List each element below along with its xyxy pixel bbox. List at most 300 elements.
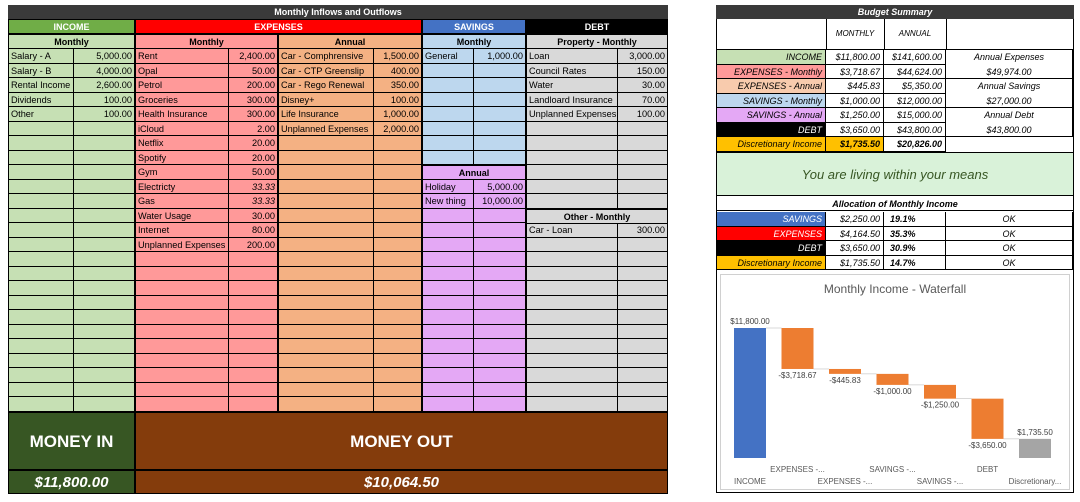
waterfall-bar [972,399,1004,439]
cell [8,296,74,311]
allocation-row-status: OK [946,241,1073,256]
data-label: -$1,000.00 [873,386,912,396]
exp-monthly-value: 50.00 [229,64,278,79]
cell [8,281,74,296]
divider [826,19,827,50]
cell [135,252,229,267]
cell [8,354,74,369]
cell [229,252,278,267]
savings-annual-subheader: Annual [422,165,526,180]
cell [8,397,74,412]
cell [74,165,135,180]
income-monthly-subheader: Monthly [8,34,135,49]
income-label: Salary - B [8,64,74,79]
cell [474,122,526,137]
data-label: -$445.83 [829,375,861,385]
cell [618,238,668,253]
divider [946,19,947,50]
exp-annual-label: Life Insurance [278,107,374,122]
cell [374,368,422,383]
cell [74,339,135,354]
cell [422,339,474,354]
exp-annual-value: 100.00 [374,93,422,108]
savings-monthly-subheader: Monthly [422,34,526,49]
cell [229,267,278,282]
cell [8,151,74,166]
cell [278,194,374,209]
income-value: 2,600.00 [74,78,135,93]
divider [884,19,885,50]
cell [8,368,74,383]
cell [229,368,278,383]
cell [8,267,74,282]
cell [278,383,374,398]
summary-row-annual: $12,000.00 [884,94,946,109]
allocation-title-text: Allocation of Monthly Income [832,199,958,209]
exp-monthly-label: Spotify [135,151,229,166]
exp-annual-label: Disney+ [278,93,374,108]
cell [278,180,374,195]
budget-summary-title [716,5,1074,19]
cell [374,165,422,180]
cell [374,209,422,224]
cell [618,180,668,195]
status-banner [717,152,1073,196]
summary-row-label: Discretionary Income [717,137,826,152]
income-label: Salary - A [8,49,74,64]
cell [74,223,135,238]
exp-annual-label: Unplanned Expenses [278,122,374,137]
cell [229,354,278,369]
cell [74,296,135,311]
cell [474,78,526,93]
debt-value: 70.00 [618,93,668,108]
waterfall-chart [720,274,1070,490]
cell [8,136,74,151]
cell [278,397,374,412]
cell [474,383,526,398]
exp-monthly-label: Petrol [135,78,229,93]
sheet-title-text: Monthly Inflows and Outflows [274,7,402,17]
exp-annual-label: Car - Comphrensive [278,49,374,64]
exp-monthly-label: iCloud [135,122,229,137]
cell [474,339,526,354]
exp-monthly-label: Gas [135,194,229,209]
budget-summary-title-text: Budget Summary [857,7,933,17]
exp-monthly-label: Netflix [135,136,229,151]
cell [422,383,474,398]
exp-monthly-label: Water Usage [135,209,229,224]
cell [422,267,474,282]
cell [8,339,74,354]
cell [278,354,374,369]
exp-monthly-value: 2,400.00 [229,49,278,64]
allocation-row-pct: 19.1% [884,212,946,227]
cell [278,238,374,253]
exp-monthly-value: 33.33 [229,180,278,195]
expenses-monthly-subheader: Monthly [135,34,278,49]
allocation-row-status: OK [946,256,1073,271]
cell [74,238,135,253]
cell [422,397,474,412]
debt-header: DEBT [526,19,668,34]
cell [474,252,526,267]
income-value: 5,000.00 [74,49,135,64]
waterfall-bar [829,369,861,374]
cell [374,354,422,369]
allocation-row-pct: 30.9% [884,241,946,256]
exp-monthly-label: Groceries [135,93,229,108]
cell [229,296,278,311]
cell [374,325,422,340]
summary-row-monthly: $3,718.67 [826,65,884,80]
allocation-row-value: $1,735.50 [826,256,884,271]
exp-monthly-value: 300.00 [229,107,278,122]
summary-side-value: $43,800.00 [946,123,1073,138]
cell [278,209,374,224]
exp-monthly-value: 80.00 [229,223,278,238]
exp-annual-value: 2,000.00 [374,122,422,137]
cell [374,310,422,325]
cell [135,296,229,311]
cell [526,194,618,209]
exp-monthly-value: 2.00 [229,122,278,137]
data-label: -$3,650.00 [968,440,1007,450]
income-value: 4,000.00 [74,64,135,79]
cell [526,122,618,137]
data-label: -$3,718.67 [778,370,817,380]
cell [474,93,526,108]
cell [526,252,618,267]
cell [278,296,374,311]
summary-row-annual: $43,800.00 [884,123,946,138]
cell [618,310,668,325]
cell [526,165,618,180]
waterfall-bar [1019,439,1051,458]
cell [374,252,422,267]
summary-row-label: EXPENSES - Monthly [717,65,826,80]
cell [374,151,422,166]
cell [474,136,526,151]
debt-other-subheader: Other - Monthly [526,209,668,224]
exp-monthly-label: Rent [135,49,229,64]
cell [74,252,135,267]
cell [618,339,668,354]
savings-value: 1,000.00 [474,49,526,64]
cell [474,296,526,311]
summary-col-monthly: MONTHLY [835,29,875,38]
cell [474,107,526,122]
cell [278,267,374,282]
cell [8,252,74,267]
allocation-row-value: $4,164.50 [826,227,884,242]
cell [474,325,526,340]
cell [422,296,474,311]
cell [278,165,374,180]
divider [717,49,1073,50]
cell [618,136,668,151]
money-in-value: $11,800.00 [34,474,109,491]
cell [278,325,374,340]
cell [474,397,526,412]
debt-label: Water [526,78,618,93]
exp-annual-value: 1,500.00 [374,49,422,64]
cell [422,78,474,93]
debt-label: Council Rates [526,64,618,79]
cell [229,325,278,340]
summary-side-label: Annual Debt [946,108,1073,123]
allocation-title [717,197,1073,211]
summary-col-annual: ANNUAL [898,29,932,38]
allocation-row-label: DEBT [717,241,826,256]
exp-monthly-value: 20.00 [229,136,278,151]
savings-label: Holiday [422,180,474,195]
cell [135,339,229,354]
cell [526,296,618,311]
cell [8,180,74,195]
summary-row-label: SAVINGS - Monthly [717,94,826,109]
debt-value: 300.00 [618,223,668,238]
debt-property-subheader: Property - Monthly [526,34,668,49]
cell [618,296,668,311]
summary-row-annual: $20,826.00 [884,137,946,152]
exp-monthly-label: Health Insurance [135,107,229,122]
money-in-label: MONEY IN [29,432,114,451]
summary-row-monthly: $3,650.00 [826,123,884,138]
cell [135,397,229,412]
summary-row-label: EXPENSES - Annual [717,79,826,94]
savings-label: General [422,49,474,64]
cell [135,368,229,383]
exp-monthly-label: Opal [135,64,229,79]
cell [422,107,474,122]
cell [474,151,526,166]
cell [8,122,74,137]
expenses-header: EXPENSES [135,19,422,34]
cell [8,238,74,253]
exp-annual-label: Car - Rego Renewal [278,78,374,93]
exp-monthly-value: 33.33 [229,194,278,209]
income-value: 100.00 [74,107,135,122]
category-label: EXPENSES -... [817,477,873,486]
debt-value: 30.00 [618,78,668,93]
cell [618,383,668,398]
category-label: Discretionary... [1008,477,1062,486]
cell [74,368,135,383]
cell [422,368,474,383]
summary-row-label: DEBT [717,123,826,138]
cell [74,354,135,369]
debt-label: Landloard Insurance [526,93,618,108]
allocation-row-status: OK [946,212,1073,227]
cell [374,136,422,151]
cell [74,180,135,195]
waterfall-bar [924,385,956,399]
summary-row-annual: $15,000.00 [884,108,946,123]
cell [278,223,374,238]
cell [422,223,474,238]
savings-label: New thing [422,194,474,209]
cell [374,339,422,354]
cell [618,267,668,282]
cell [526,281,618,296]
data-label: -$1,250.00 [920,400,960,410]
waterfall-bar [734,328,766,458]
cell [374,194,422,209]
cell [422,64,474,79]
cell [74,136,135,151]
cell [422,209,474,224]
cell [474,310,526,325]
money-out-value: $10,064.50 [363,474,440,491]
allocation-row-label: Discretionary Income [717,256,826,271]
cell [474,368,526,383]
cell [422,325,474,340]
chart-title: Monthly Income - Waterfall [823,282,967,296]
allocation-row-label: SAVINGS [717,212,826,227]
cell [526,180,618,195]
summary-row-monthly: $1,735.50 [826,137,884,152]
cell [8,325,74,340]
cell [526,310,618,325]
cell [135,354,229,369]
debt-label: Loan [526,49,618,64]
exp-monthly-label: Electricty [135,180,229,195]
exp-monthly-value: 200.00 [229,238,278,253]
cell [229,339,278,354]
cell [74,267,135,282]
cell [74,194,135,209]
cell [278,252,374,267]
income-label: Rental Income [8,78,74,93]
debt-label: Unplanned Expenses [526,107,618,122]
exp-monthly-label: Unplanned Expenses [135,238,229,253]
cell [374,223,422,238]
cell [278,136,374,151]
exp-monthly-label: Gym [135,165,229,180]
cell [74,151,135,166]
debt-value: 150.00 [618,64,668,79]
cell [422,136,474,151]
cell [422,93,474,108]
money-out-value-cell [135,470,668,494]
cell [618,165,668,180]
cell [74,397,135,412]
summary-row-monthly: $11,800.00 [826,50,884,65]
cell [526,354,618,369]
allocation-row-label: EXPENSES [717,227,826,242]
cell [278,339,374,354]
cell [135,325,229,340]
category-label: SAVINGS -... [916,477,964,486]
cell [422,281,474,296]
cell [526,267,618,282]
cell [474,209,526,224]
data-label: $11,800.00 [730,317,770,326]
category-label: SAVINGS -... [869,465,916,474]
income-label: Dividends [8,93,74,108]
cell [8,165,74,180]
summary-row-annual: $44,624.00 [884,65,946,80]
exp-monthly-value: 20.00 [229,151,278,166]
summary-row-monthly: $1,000.00 [826,94,884,109]
cell [474,354,526,369]
exp-annual-label: Car - CTP Greenslip [278,64,374,79]
exp-monthly-value: 50.00 [229,165,278,180]
cell [374,238,422,253]
cell [618,354,668,369]
cell [374,296,422,311]
category-label: DEBT [976,465,999,474]
cell [618,151,668,166]
income-label: Other [8,107,74,122]
category-label: INCOME [734,477,766,486]
allocation-row-value: $3,650.00 [826,241,884,256]
cell [526,238,618,253]
waterfall-bar [877,374,909,385]
status-message: You are living within your means [801,167,989,182]
allocation-row-status: OK [946,227,1073,242]
cell [526,136,618,151]
cell [526,397,618,412]
cell [526,339,618,354]
cell [526,368,618,383]
cell [8,383,74,398]
cell [618,194,668,209]
cell [374,383,422,398]
cell [618,122,668,137]
cell [618,368,668,383]
cell [526,325,618,340]
cell [135,310,229,325]
cell [8,223,74,238]
allocation-row-pct: 35.3% [884,227,946,242]
summary-row-annual: $141,600.00 [884,50,946,65]
cell [422,252,474,267]
data-label: $1,735.50 [1017,427,1053,437]
cell [374,281,422,296]
cell [8,310,74,325]
cell [74,325,135,340]
cell [474,238,526,253]
cell [618,325,668,340]
summary-side-value: $49,974.00 [946,65,1073,80]
income-value: 100.00 [74,93,135,108]
cell [374,180,422,195]
cell [229,310,278,325]
cell [526,383,618,398]
expenses-annual-subheader: Annual [278,34,422,49]
category-label: EXPENSES -... [770,465,825,474]
cell [135,383,229,398]
cell [422,151,474,166]
money-out-label: MONEY OUT [350,432,453,451]
exp-monthly-value: 30.00 [229,209,278,224]
cell [74,209,135,224]
cell [422,238,474,253]
cell [8,209,74,224]
summary-side-label: Annual Expenses [946,50,1073,65]
cell [74,122,135,137]
exp-monthly-value: 300.00 [229,93,278,108]
cell [474,223,526,238]
money-in-value-cell [8,470,135,494]
cell [422,354,474,369]
cell [135,267,229,282]
savings-header: SAVINGS [422,19,526,34]
cell [278,151,374,166]
savings-value: 5,000.00 [474,180,526,195]
